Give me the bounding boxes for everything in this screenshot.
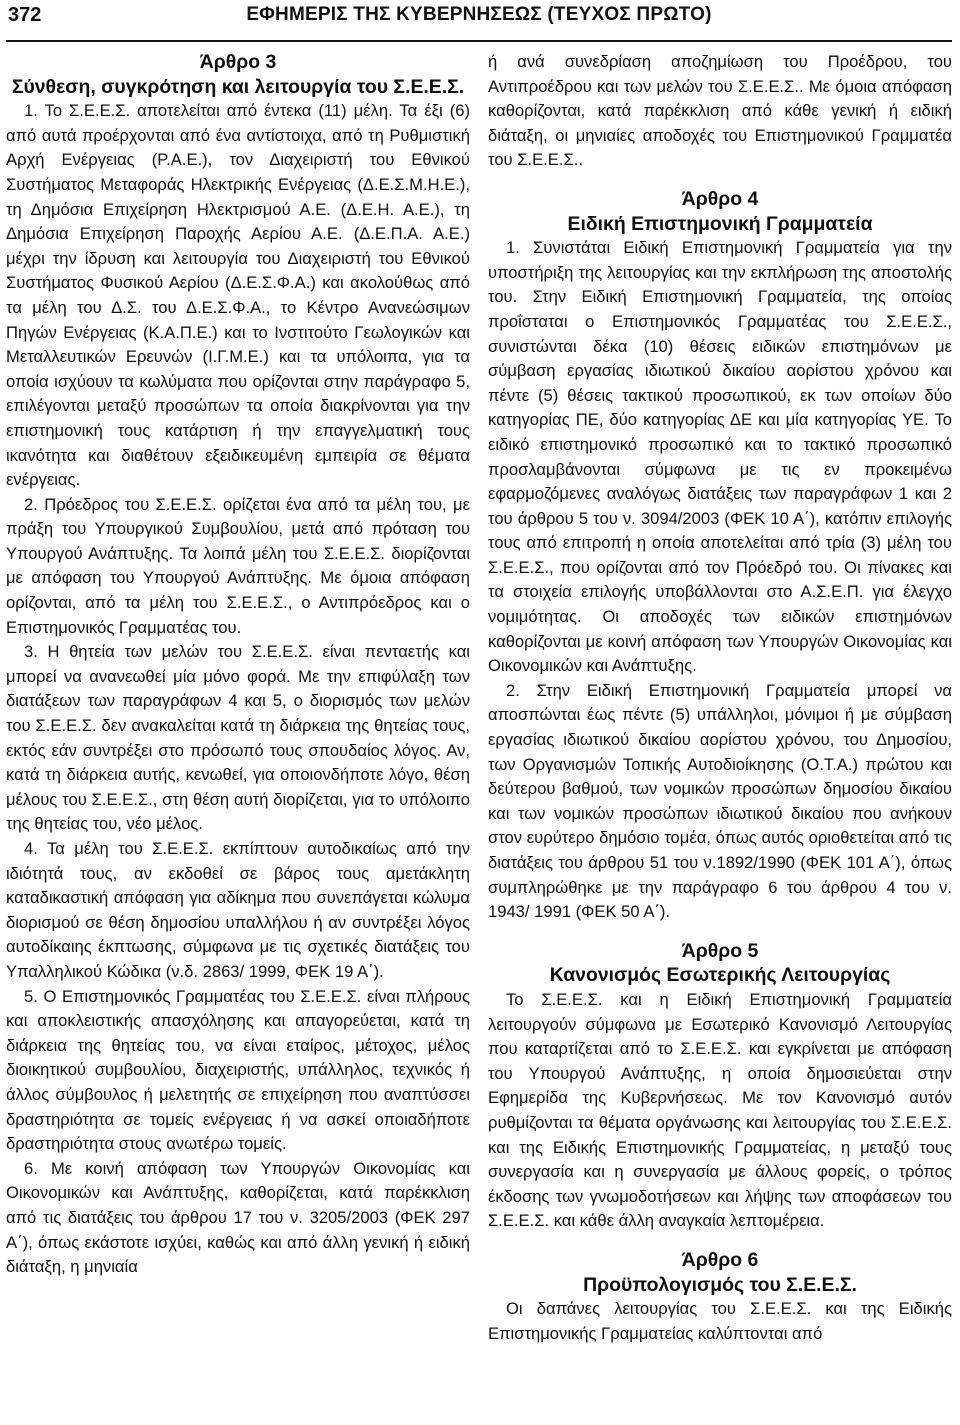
article-3-paragraph-1: 1. Το Σ.Ε.Ε.Σ. αποτελείται από έντεκα (11) μέλη. Τα έξι (6) από αυτά προέρχονται από ένα αντίστοιχα, από τη Ρυθμιστική Αρχή Ενέργειας (Ρ.Α.Ε.), τον Διαχειριστή του Εθνικού Συστήματος Μεταφοράς Ηλεκτρικής Ενέργειας (Δ.Ε.Σ.Μ.Η.Ε.), τη Δημόσια Επιχείρηση Ηλεκτρισμού Α.Ε. (Δ.Ε.Η. Α.Ε.), τη Δημόσια Επιχείρηση Παροχής Αερίου Α.Ε. (Δ.Ε.Π.Α. Α.Ε.) μέχρι την ίδρυση και λειτουργία του Διαχειριστή του Εθνικού Συστήματος Φυσικού Αερίου (Δ.Ε.Σ.Φ.Α.) και ακολούθως από τα μέλη του Δ.Σ. του Δ.Ε.Σ.Φ.Α., το Κέντρο Ανανεώσιμων Πηγών Ενέργειας (Κ.Α.Π.Ε.) και το Ινστιτούτο Γεωλογικών και Μεταλλευτικών Ερευνών (Ι.Γ.Μ.Ε.) και τα υπόλοιπα, για τα οποία ισχύουν τα κωλύματα που ορίζονται στην παράγραφο 5, επιλέγονται μεταξύ προσώπων τα οποία διακρίνονται για την επιστημονική τους κατάρτιση ή την επαγγελματική τους ικανότητα και διαθέτουν εξειδικευμένη εμπειρία σε θέματα ενέργειας. [6, 101, 470, 490]
article-5-heading [488, 939, 952, 988]
article-3-paragraph-6: 6. Με κοινή απόφαση των Υπουργών Οικονομίας και Οικονομικών και Ανάπτυξης, καθορίζεται, κατά παρέκκλιση από τις διατάξεις του άρθρου 17 του ν. 3205/2003 (ΦΕΚ 297 Α΄), όπως εκάστοτε ισχύει, καθώς και από άλλη γενική ή ειδική διάταξη, η μηνιαία [6, 1158, 470, 1277]
page-number: 372 [8, 4, 42, 26]
journal-title: ΕΦΗΜΕΡΙΣ ΤΗΣ ΚΥΒΕΡΝΗΣΕΩΣ (ΤΕΥΧΟΣ ΠΡΩΤΟ) [246, 4, 712, 25]
article-4-heading [488, 187, 952, 236]
left-column [6, 50, 470, 1346]
article-3-heading [6, 50, 470, 99]
article-3-title: Σύνθεση, συγκρότηση και λειτουργία του Σ.Ε.Ε.Σ. [11, 75, 465, 98]
article-4-paragraph-2: 2. Στην Ειδική Επιστημονική Γραμματεία μπορεί να αποσπώνται έως πέντε (5) υπάλληλοι, μόνιμοι ή με σύμβαση εργασίας ιδιωτικού δικαίου αορίστου χρόνου, του Δημοσίου, των Οργανισμών Τοπικής Αυτοδιοίκησης (Ο.Τ.Α.) πρώτου και δεύτερου βαθμού, των νομικών προσώπων δημοσίου δικαίου και των νομικών προσώπων ιδιωτικού δικαίου που ανήκουν στον ευρύτερο δημόσιο τομέα, όπως αυτός οριοθετείται από τις διατάξεις του άρθρου 51 του ν.1892/1990 (ΦΕΚ 101 Α΄), όπως συμπληρώθηκε με την παράγραφο 6 του άρθρου 4 του ν. 1943/ 1991 (ΦΕΚ 50 Α΄). [488, 680, 952, 922]
article-6-heading [488, 1248, 952, 1297]
article-6-number: Άρθρο 6 [681, 1248, 759, 1271]
article-5-number: Άρθρο 5 [681, 939, 759, 962]
right-column [488, 50, 952, 1346]
article-3-continuation: ή ανά συνεδρίαση αποζημίωση του Προέδρου, του Αντιπροέδρου και των μελών του Σ.Ε.Ε.Σ.. Με όμοια απόφαση καθορίζονται, κατά παρέκκλιση από κάθε γενική ή ειδική διάταξη, οι μηνιαίες αποδοχές του Επιστημονικού Γραμματέα του Σ.Ε.Ε.Σ.. [488, 52, 952, 170]
article-4-number: Άρθρο 4 [681, 187, 759, 210]
article-3-paragraph-2: 2. Πρόεδρος του Σ.Ε.Ε.Σ. ορίζεται ένα από τα μέλη του, με πράξη του Υπουργικού Συμβουλίου, μετά από πρόταση του Υπουργού Ανάπτυξης. Τα λοιπά μέλη του Σ.Ε.Ε.Σ. διορίζονται με απόφαση του Υπουργού Ανάπτυξης. Με όμοια απόφαση ορίζονται, από τα μέλη του Σ.Ε.Ε.Σ., ο Αντιπρόεδρος και ο Επιστημονικός Γραμματέας του. [6, 494, 470, 637]
running-header [6, 0, 952, 42]
article-3-paragraph-3: 3. Η θητεία των μελών του Σ.Ε.Ε.Σ. είναι πενταετής και μπορεί να ανανεωθεί μία μόνο φορά. Με την επιφύλαξη των διατάξεων των παραγράφων 4 και 5, ο διορισμός των μελών του Σ.Ε.Ε.Σ. δεν ανακαλείται κατά τη διάρκεια της θητείας τους, εκτός εάν συντρέξει στο πρόσωπό τους σπουδαίος λόγος. Αν, κατά τη διάρκεια αυτής, κενωθεί, για οποιονδήποτε λόγο, θέση μέλους του Σ.Ε.Ε.Σ., στη θέση αυτή διορίζεται, για το υπόλοιπο της θητείας του, νέο μέλος. [6, 642, 470, 834]
article-4-title: Ειδική Επιστημονική Γραμματεία [567, 212, 873, 235]
article-5-title: Κανονισμός Εσωτερικής Λειτουργίας [549, 964, 891, 987]
article-3-number: Άρθρο 3 [199, 51, 277, 73]
article-6-paragraph-1: Οι δαπάνες λειτουργίας του Σ.Ε.Ε.Σ. και της Ειδικής Επιστημονικής Γραμματείας καλύπτονται από [488, 1299, 952, 1343]
article-3-paragraph-5: 5. Ο Επιστημονικός Γραμματέας του Σ.Ε.Ε.Σ. είναι πλήρους και αποκλειστικής απασχόλησης και απαγορεύεται, κατά τη διάρκεια της θητείας του, να είναι εταίρος, μέτοχος, μέλος διοικητικού συμβουλίου, διαχειριστής, υπάλληλος, τεχνικός ή άλλος σύμβουλος ή μελετητής σε επιχείρηση που αναπτύσσει δραστηριότητα σε τομείς ενέργειας ή να ασκεί οποιαδήποτε δραστηριότητα στους ανωτέρω τομείς. [6, 986, 470, 1154]
article-3-paragraph-4: 4. Τα μέλη του Σ.Ε.Ε.Σ. εκπίπτουν αυτοδικαίως από την ιδιότητά τους, αν εκδοθεί σε βάρος τους αμετάκλητη καταδικαστική απόφαση για αδίκημα που συνεπάγεται κώλυμα διορισμού σε θέση δημοσίου υπαλλήλου ή αν συντρέξει λόγος αυτοδίκαιης έκπτωσης, σύμφωνα με τις σχετικές διατάξεις του Υπαλληλικού Κώδικα (ν.δ. 2863/ 1999, ΦΕΚ 19 Α΄). [6, 839, 470, 981]
text-columns [6, 42, 952, 1346]
article-6-title: Προϋπολογισμός του Σ.Ε.Ε.Σ. [583, 1273, 857, 1296]
article-4-paragraph-1: 1. Συνιστάται Ειδική Επιστημονική Γραμματεία για την υποστήριξη της λειτουργίας και την εκπλήρωση της αποστολής του. Στην Ειδική Επιστημονική Γραμματεία, της οποίας προΐσταται ο Επιστημονικός Γραμματέας του Σ.Ε.Ε.Σ., συνιστώνται δέκα (10) θέσεις ειδικών επιστημόνων με σύμβαση εργασίας ιδιωτικού δικαίου αορίστου χρόνου και πέντε (5) θέσεις τακτικού προσωπικού, εκ των οποίων δύο κατηγορίας ΠΕ, δύο κατηγορίας ΔΕ και μία κατηγορίας ΥΕ. Το ειδικό επιστημονικό προσωπικό και το τακτικό προσωπικό προσλαμβάνονται σύμφωνα με τις εν προκειμένω εφαρμοζόμενες αναλόγως διατάξεις των παραγράφων 1 και 2 του άρθρου 5 του ν. 3094/2003 (ΦΕΚ 10 Α΄), κατόπιν επιλογής τους από επιτροπή η οποία αποτελείται από τρία (3) μέλη του Σ.Ε.Ε.Σ., που ορίζονται από τον Πρόεδρό του. Οι πίνακες και τα στοιχεία επιλογής υποβάλλονται στο Α.Σ.Ε.Π. για έλεγχο νομιμότητας. Οι αποδοχές των ειδικών επιστημόνων καθορίζονται με κοινή απόφαση των Υπουργών Οικονομίας και Οικονομικών και Ανάπτυξης. [488, 238, 952, 676]
article-5-paragraph-1: Το Σ.Ε.Ε.Σ. και η Ειδική Επιστημονική Γραμματεία λειτουργούν σύμφωνα με Εσωτερικό Κανονισμό Λειτουργίας που καταρτίζεται από το Σ.Ε.Ε.Σ. και εγκρίνεται με απόφαση του Υπουργού Ανάπτυξης, η οποία δημοσιεύεται στην Εφημερίδα της Κυβερνήσεως. Με τον Κανονισμό αυτόν ρυθμίζονται τα θέματα οργάνωσης και λειτουργίας του Σ.Ε.Ε.Σ. και της Ειδικής Επιστημονικής Γραμματείας, η μεταξύ τους συνεργασία και η συνεργασία με άλλους φορείς, ο τρόπος έκδοσης των γνωμοδοτήσεων και λήψης των αποφάσεων του Σ.Ε.Ε.Σ. και κάθε άλλη αναγκαία λεπτομέρεια. [488, 989, 952, 1231]
